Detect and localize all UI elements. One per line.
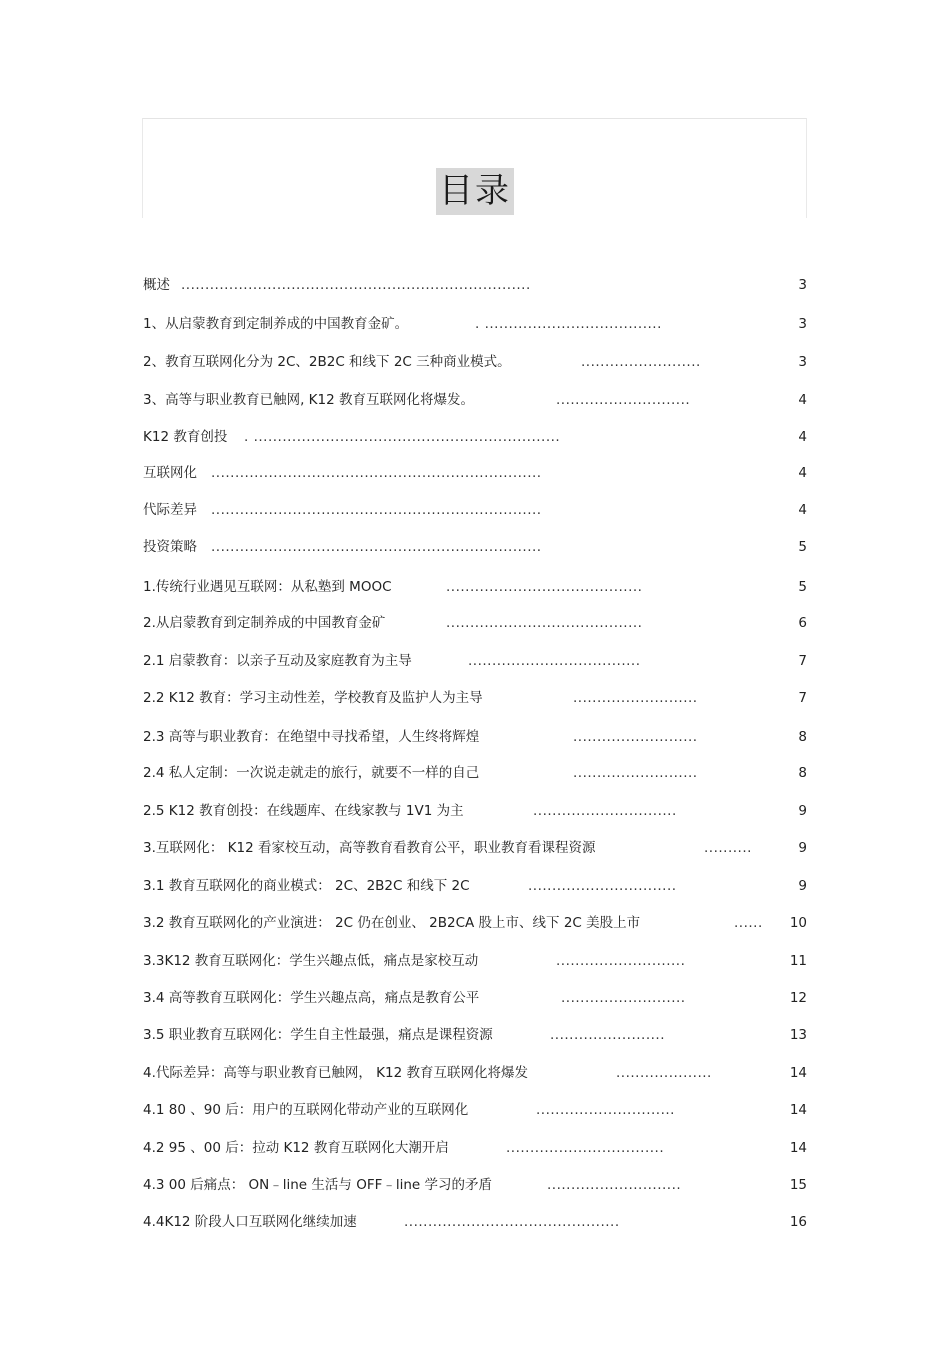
- toc-entry-label: 2、教育互联网化分为 2C、2B2C 和线下 2C 三种商业模式。: [143, 354, 511, 370]
- toc-leader-dots: ....................................: [468, 653, 641, 669]
- toc-entry[interactable]: [143, 500, 807, 520]
- toc-page-number: 5: [798, 539, 807, 555]
- toc-entry[interactable]: [143, 577, 807, 597]
- toc-leader-dots: .........................................................................: [181, 277, 531, 293]
- toc-entry[interactable]: [143, 951, 807, 971]
- toc-entry-label: 3.5 职业教育互联网化：学生自主性最强，痛点是课程资源: [143, 1027, 493, 1043]
- toc-page-number: 9: [798, 840, 807, 856]
- toc-entry[interactable]: [143, 727, 807, 747]
- toc-page-number: 12: [789, 990, 807, 1006]
- toc-entry-label: 2.2 K12 教育：学习主动性差，学校教育及监护人为主导: [143, 690, 483, 706]
- toc-entry[interactable]: [143, 463, 807, 483]
- toc-leader-dots: ..............................: [533, 803, 677, 819]
- toc-page-number: 10: [789, 915, 807, 931]
- toc-entry-label: 概述: [143, 277, 170, 293]
- toc-entry[interactable]: [143, 988, 807, 1008]
- toc-entry-label: 4.2 95 、00 后：拉动 K12 教育互联网化大潮开启: [143, 1140, 449, 1156]
- toc-entry[interactable]: [143, 913, 807, 933]
- toc-entry[interactable]: [143, 1212, 807, 1232]
- toc-page-number: 11: [789, 953, 807, 969]
- toc-page-number: 14: [789, 1140, 807, 1156]
- toc-leader-dots: .................................: [506, 1140, 665, 1156]
- toc-entry[interactable]: [143, 613, 807, 633]
- toc-page-number: 8: [798, 765, 807, 781]
- toc-entry[interactable]: [143, 1175, 807, 1195]
- toc-leader-dots: .........................................: [446, 615, 643, 631]
- toc-entry-label: 互联网化: [143, 465, 197, 481]
- toc-leader-dots: .....................................................................: [211, 502, 542, 518]
- toc-page-number: 5: [798, 579, 807, 595]
- toc-leader-dots: ..........................: [573, 690, 698, 706]
- toc-page-number: 13: [789, 1027, 807, 1043]
- toc-leader-dots: .............................: [536, 1102, 675, 1118]
- toc-entry[interactable]: [143, 275, 807, 295]
- toc-entry-label: 3.4 高等教育互联网化：学生兴趣点高，痛点是教育公平: [143, 990, 480, 1006]
- toc-page-number: 4: [798, 465, 807, 481]
- toc-leader-dots: ............................: [556, 392, 691, 408]
- toc-entry[interactable]: [143, 651, 807, 671]
- toc-entry[interactable]: [143, 838, 807, 858]
- toc-entry[interactable]: [143, 390, 807, 410]
- toc-entry-label: 1.传统行业遇见互联网：从私塾到 MOOC: [143, 579, 392, 595]
- toc-page-number: 15: [789, 1177, 807, 1193]
- toc-entry-label: 4.3 00 后痛点： ON﹣line 生活与 OFF﹣line 学习的矛盾: [143, 1177, 493, 1193]
- toc-entry[interactable]: [143, 1025, 807, 1045]
- toc-page-number: 9: [798, 878, 807, 894]
- toc-entry-label: 4.代际差异：高等与职业教育已触网， K12 教育互联网化将爆发: [143, 1065, 528, 1081]
- toc-leader-dots: .....................................................................: [211, 465, 542, 481]
- toc-leader-dots: ........................: [550, 1027, 665, 1043]
- toc-entry-label: 2.5 K12 教育创投：在线题库、在线家教与 1V1 为主: [143, 803, 464, 819]
- toc-leader-dots: ..........................: [573, 729, 698, 745]
- toc-entry-label: 3.1 教育互联网化的商业模式： 2C、2B2C 和线下 2C: [143, 878, 470, 894]
- toc-leader-dots: ...........................: [556, 953, 686, 969]
- toc-entry-label: 4.4K12 阶段人口互联网化继续加速: [143, 1214, 357, 1230]
- toc-entry[interactable]: [143, 1063, 807, 1083]
- toc-entry[interactable]: [143, 801, 807, 821]
- toc-entry-label: 2.1 启蒙教育：以亲子互动及家庭教育为主导: [143, 653, 412, 669]
- toc-entry[interactable]: [143, 537, 807, 557]
- toc-page-number: 14: [789, 1102, 807, 1118]
- toc-leader-dots: .............................................: [404, 1214, 620, 1230]
- toc-leader-dots: .....................................................................: [211, 539, 542, 555]
- toc-leader-dots: .........................: [581, 354, 701, 370]
- toc-page-number: 3: [798, 316, 807, 332]
- toc-entry[interactable]: [143, 427, 807, 447]
- toc-entry-label: 代际差异: [143, 502, 197, 518]
- toc-entry-label: K12 教育创投: [143, 429, 228, 445]
- toc-entry-label: 2.从启蒙教育到定制养成的中国教育金矿: [143, 615, 386, 631]
- toc-leader-dots: ..........................: [573, 765, 698, 781]
- toc-leader-dots: . ................................................................: [244, 429, 561, 445]
- toc-entry[interactable]: [143, 314, 807, 334]
- toc-leader-dots: . .....................................: [475, 316, 662, 332]
- toc-entry[interactable]: [143, 688, 807, 708]
- toc-leader-dots: ..........: [704, 840, 752, 856]
- toc-entry-label: 3.2 教育互联网化的产业演进： 2C 仍在创业、 2B2CA 股上市、线下 2C 美股上市: [143, 915, 641, 931]
- toc-page-number: 3: [798, 354, 807, 370]
- toc-entry-label: 2.4 私人定制：一次说走就走的旅行，就要不一样的自己: [143, 765, 480, 781]
- toc-leader-dots: ............................: [547, 1177, 682, 1193]
- toc-entry[interactable]: [143, 1100, 807, 1120]
- toc-page-number: 7: [798, 653, 807, 669]
- toc-leader-dots: ....................: [616, 1065, 712, 1081]
- toc-entry[interactable]: [143, 1138, 807, 1158]
- toc-page-number: 4: [798, 429, 807, 445]
- toc-entry[interactable]: [143, 763, 807, 783]
- toc-page-number: 4: [798, 502, 807, 518]
- toc-page-number: 7: [798, 690, 807, 706]
- toc-page-number: 3: [798, 277, 807, 293]
- toc-page-number: 6: [798, 615, 807, 631]
- toc-page-number: 8: [798, 729, 807, 745]
- toc-page-number: 16: [789, 1214, 807, 1230]
- toc-leader-dots: ......: [734, 915, 763, 931]
- toc-entry-label: 2.3 高等与职业教育：在绝望中寻找希望，人生终将辉煌: [143, 729, 480, 745]
- toc-entry-label: 投资策略: [143, 539, 197, 555]
- toc-leader-dots: ...............................: [528, 878, 677, 894]
- toc-entry-label: 3.互联网化： K12 看家校互动，高等教育看教育公平，职业教育看课程资源: [143, 840, 596, 856]
- toc-entry[interactable]: [143, 352, 807, 372]
- toc-entry[interactable]: [143, 876, 807, 896]
- toc-entry-label: 4.1 80 、90 后：用户的互联网化带动产业的互联网化: [143, 1102, 469, 1118]
- toc-entry-label: 3、高等与职业教育已触网, K12 教育互联网化将爆发。: [143, 392, 474, 408]
- toc-entry-label: 1、从启蒙教育到定制养成的中国教育金矿。: [143, 316, 409, 332]
- page-title: 目录: [436, 168, 514, 215]
- toc-leader-dots: .........................................: [446, 579, 643, 595]
- toc-leader-dots: ..........................: [561, 990, 686, 1006]
- toc-page-number: 14: [789, 1065, 807, 1081]
- toc-page-number: 9: [798, 803, 807, 819]
- toc-entry-label: 3.3K12 教育互联网化：学生兴趣点低，痛点是家校互动: [143, 953, 479, 969]
- toc-page-number: 4: [798, 392, 807, 408]
